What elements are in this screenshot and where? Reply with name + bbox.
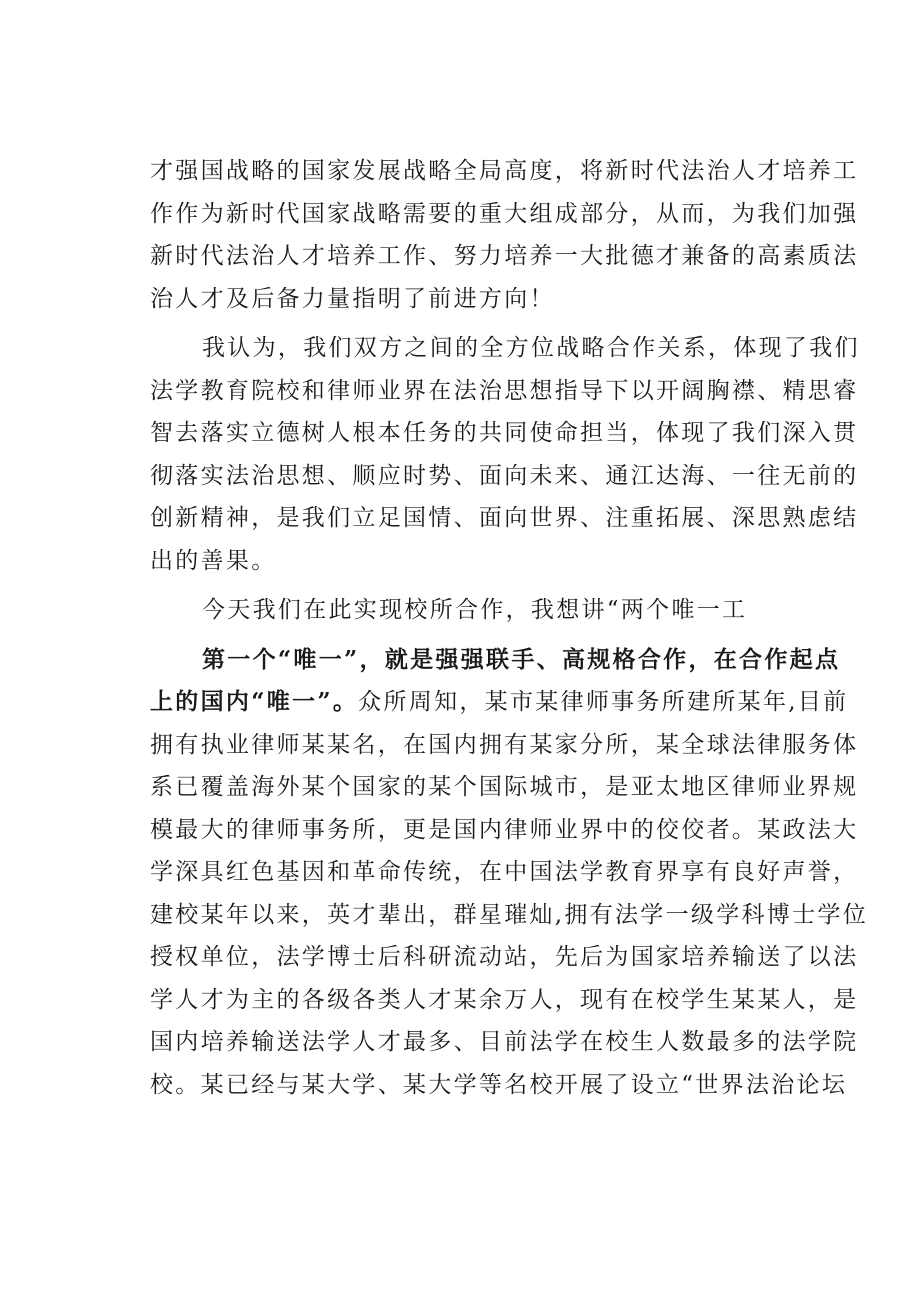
paragraph-2: [150, 327, 860, 582]
text-line: 系已覆盖海外某个国家的某个国际城市，是亚太地区律师业界规: [150, 774, 859, 800]
text-line: 彻落实法治思想、顺应时势、面向未来、通江达海、一往无前的: [150, 462, 859, 489]
paragraph-4: [150, 639, 869, 1107]
text-line: 出的善果。: [150, 547, 277, 574]
text-line: 法学教育院校和律师业界在法治思想指导下以开阔胸襟、精思睿: [150, 377, 859, 404]
text-line: 新时代法治人才培养工作、努力培养一大批德才兼备的高素质法: [150, 243, 859, 269]
text-line: 拥有执业律师某某名，在国内拥有某家分所，某全球法律服务体: [150, 731, 859, 758]
text-line: 我认为，我们双方之间的全方位战略合作关系，体现了我们: [202, 335, 860, 361]
text-line: 创新精神，是我们立足国情、面向世界、注重拓展、深思熟虑结: [150, 505, 859, 531]
paragraph-3: [150, 589, 800, 632]
text-fragment: 众所周知，某市某律师事务所建所某年,目前: [358, 689, 849, 715]
text-line: 模最大的律师事务所，更是国内律师业界中的佼佼者。某政法大: [150, 816, 859, 843]
bold-heading-fragment: 上的国内“唯一”。: [150, 688, 359, 715]
text-line: [150, 681, 849, 724]
text-line: 学深具红色基因和革命传统，在中国法学教育界享有良好声誉，: [150, 859, 859, 885]
text-line: 建校某年以来，英才辈出，群星璀灿,拥有法学一级学科博士学位: [150, 901, 869, 928]
text-line: 国内培养输送法学人才最多、目前法学在校生人数最多的法学院: [150, 1029, 859, 1055]
text-line: 校。某已经与某大学、某大学等名校开展了设立“世界法治论坛: [150, 1071, 848, 1098]
text-line: 授权单位，法学博士后科研流动站，先后为国家培养输送了以法: [150, 944, 859, 970]
paragraph-1: [150, 150, 859, 320]
text-line: 智去落实立德树人根本任务的共同使命担当，体现了我们深入贯: [150, 420, 859, 446]
bold-heading-line: 第一个“唯一”，就是强强联手、高规格合作，在合作起点: [202, 645, 841, 673]
text-line: 才强国战略的国家发展战略全局高度，将新时代法治人才培养工: [150, 158, 859, 184]
text-line: 作作为新时代国家战略需要的重大组成部分，从而，为我们加强: [150, 200, 859, 227]
text-line: 治人才及后备力量指明了前进方向！: [150, 285, 555, 312]
document-body: [150, 150, 869, 1106]
text-line: 学人才为主的各级各类人才某余万人，现有在校学生某某人，是: [150, 986, 859, 1013]
text-line: 今天我们在此实现校所合作，我想讲“两个唯一工: [202, 597, 748, 623]
